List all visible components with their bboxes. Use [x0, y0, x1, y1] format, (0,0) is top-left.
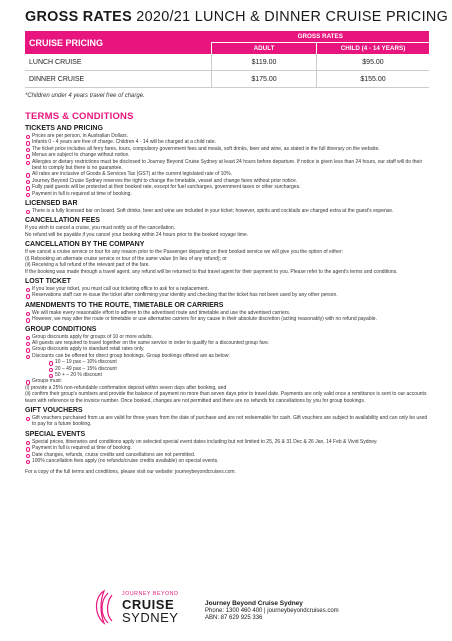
adult-price: $119.00 — [212, 54, 317, 71]
section-licensed-bar — [25, 200, 429, 214]
section-cancellation — [25, 217, 429, 238]
logo-tagline: JOURNEY BEYOND — [122, 591, 179, 597]
section-title: LICENSED BAR — [25, 200, 78, 208]
cruise-sydney-logo — [90, 585, 200, 631]
logo-sydney: SYDNEY — [122, 610, 179, 625]
logo-cruise: CRUISE — [122, 597, 175, 612]
table-row — [25, 71, 429, 88]
discount-tier: 20 – 49 pax – 15% discount — [25, 366, 429, 372]
website-note: For a copy of the full terms and conditions, please visit our website: journeybeyondcruises.com. — [25, 469, 236, 476]
list-item: Special prices, itineraries and conditions apply on selected special event dates including but not limited to 25, 26 & 31 Dec & 26 Jan, 14 Feb & Vivid Sydney. — [25, 439, 429, 445]
list-item: Infants 0 - 4 years are free of charge. Children 4 - 14 will be charged at a child rate. — [25, 139, 429, 145]
section-lost-ticket — [25, 278, 429, 299]
cruise-name: DINNER CRUISE — [25, 71, 212, 88]
section-title: SPECIAL EVENTS — [25, 430, 86, 438]
paragraph: No refund will be payable if you cancel your booking within 24 hours prior to the booked voyage time. — [25, 231, 249, 238]
list-item: Prices are per person, in Australian Dollars. — [25, 133, 429, 139]
phone-website: Phone: 1300 460 400 | journeybeyondcruises.com — [205, 607, 339, 614]
list-item: We will make every reasonable effort to adhere to the advertised route and timetable and use the advertised carriers. — [25, 310, 429, 316]
paragraph: If you wish to cancel a cruise, you must notify us of the cancellation. — [25, 225, 176, 232]
child-price: $95.00 — [317, 54, 430, 71]
section-title: AMENDMENTS TO THE ROUTE, TIMETABLE OR CARRIERS — [25, 301, 224, 309]
gross-rates-header: GROSS RATES — [212, 31, 430, 43]
section-group-conditions — [25, 326, 429, 404]
section-title: CANCELLATION FEES — [25, 217, 100, 225]
adult-column-header: ADULT — [212, 43, 317, 55]
paragraph: (i) Rebooking an alternate cruise service or tour of the same value (in lieu of any refund); or — [25, 255, 227, 262]
list-item: There is a fully licensed bar on board. Soft drinks, beer and wine are included in your ticket; however, spirits and cocktails are charged extra at the guest's expense. — [25, 208, 429, 214]
section-special-events — [25, 431, 429, 465]
paragraph: If we cancel a cruise service or tour for any reason prior to the Passenger departing on their booked service we will give you the option of either: — [25, 249, 343, 256]
list-item: Group discounts apply to standard retail rates only. — [25, 346, 429, 352]
company-name: Journey Beyond Cruise Sydney — [205, 600, 303, 607]
footer — [90, 585, 390, 635]
cruise-name: LUNCH CRUISE — [25, 54, 212, 71]
page-title: GROSS RATES 2020/21 LUNCH & DINNER CRUISE PRICING — [25, 9, 449, 25]
list-item: Date changes, refunds, cruise credits and cancellations are not permitted. — [25, 452, 429, 458]
section-amendments — [25, 302, 429, 323]
table-row — [25, 54, 429, 71]
section-tickets — [25, 125, 429, 197]
section-title: TICKETS AND PRICING — [25, 125, 103, 132]
discount-tier: 10 – 19 pax – 10% discount — [25, 359, 429, 365]
section-title: CANCELLATION BY THE COMPANY — [25, 241, 145, 249]
document-page — [25, 9, 449, 476]
section-title: LOST TICKET — [25, 277, 71, 285]
list-item: Fully paid guests will be protected at their booked rate, except for fuel surcharges, government taxes or other surcharges. — [25, 184, 429, 190]
pricing-table — [25, 31, 429, 88]
terms-heading: TERMS & CONDITIONS — [25, 111, 134, 122]
section-title: GIFT VOUCHERS — [25, 407, 83, 414]
list-item: If you lose your ticket, you must call our ticketing office to ask for a replacement. — [25, 286, 429, 292]
list-item: The ticket price includes all ferry fares, tours, compulsory government fees and meals, soft drinks, beer and wine, as stated in the full itinerary on the website. — [25, 146, 429, 152]
discount-tier: 50 + – 20 % discount — [25, 372, 429, 378]
paragraph: (i) provide a 25% non-refundable confirmation deposit within seven days after booking, and — [25, 384, 227, 391]
list-item: All guests are required to travel together on the same service in order to qualify for a discounted group fare. — [25, 340, 429, 346]
list-item: Payment in full is required at time of booking. — [25, 191, 429, 197]
list-item: All rates are inclusive of Goods & Services Tax (GST) at the current legislated rate of 10%. — [25, 171, 429, 177]
list-item: Groups must: — [25, 378, 429, 384]
paragraph: If the booking was made through a travel agent, any refund will be returned to that travel agent for their payment to you. Please refer to the agent's terms and conditions. — [25, 268, 398, 275]
list-item: Group discounts apply for groups of 10 or more adults. — [25, 334, 429, 340]
pricing-table-title: CRUISE PRICING — [25, 31, 212, 54]
list-item: 100% cancellation fees apply (no refunds/cruise credits available) on special events. — [25, 458, 429, 464]
section-gift-vouchers — [25, 407, 429, 428]
adult-price: $175.00 — [212, 71, 317, 88]
list-item: Reservations staff can re-issue the ticket after confirming your identity and checking that the ticket has not been used by any other person. — [25, 292, 429, 298]
child-price: $155.00 — [317, 71, 430, 88]
section-cancellation-company — [25, 241, 429, 275]
list-item: Journey Beyond Cruise Sydney reserves the right to change the timetable, vessel and change fares without prior notice. — [25, 178, 429, 184]
list-item: Menus are subject to change without notice. — [25, 152, 429, 158]
list-item: Payment in full is required at time of booking. — [25, 445, 429, 451]
paragraph: (ii) Receiving a full refund of the relevant part of the fare. — [25, 262, 150, 269]
children-note: *Children under 4 years travel free of charge. — [25, 93, 145, 99]
section-title: GROUP CONDITIONS — [25, 325, 97, 333]
list-item: Allergies or dietary restrictions must be disclosed to Journey Beyond Cruise Sydney at least 24 hours before departure. If notice is given less than 24 hours, our staff will do their best to comply but there is no guarantee. — [25, 159, 429, 172]
list-item: Gift vouchers purchased from us are valid for three years from the date of purchase and are not redeemable for cash. Gift vouchers are subject to availability and can only be used to pay for a future booking. — [25, 415, 429, 428]
paragraph: (ii) confirm their group's numbers and provide the balance of payment no more than seven days prior to travel date. Payments are only valid once a remittance is sent to our accounts team with reference to the invoice number. Once booked, changes are not permitted and there are no refunds for cancellations by you for group bookings. — [25, 391, 427, 404]
list-item: Discounts can be offered for direct group bookings. Group bookings offered are as below: — [25, 353, 429, 359]
abn: ABN: 87 629 925 336 — [205, 615, 263, 621]
list-item: However, we may alter the route or timetable or use alternative carriers for any cause in their absolute discretion (acting reasonably) with no refund payable. — [25, 316, 429, 322]
contact-block — [205, 600, 339, 623]
child-column-header: CHILD (4 - 14 YEARS) — [317, 43, 430, 55]
